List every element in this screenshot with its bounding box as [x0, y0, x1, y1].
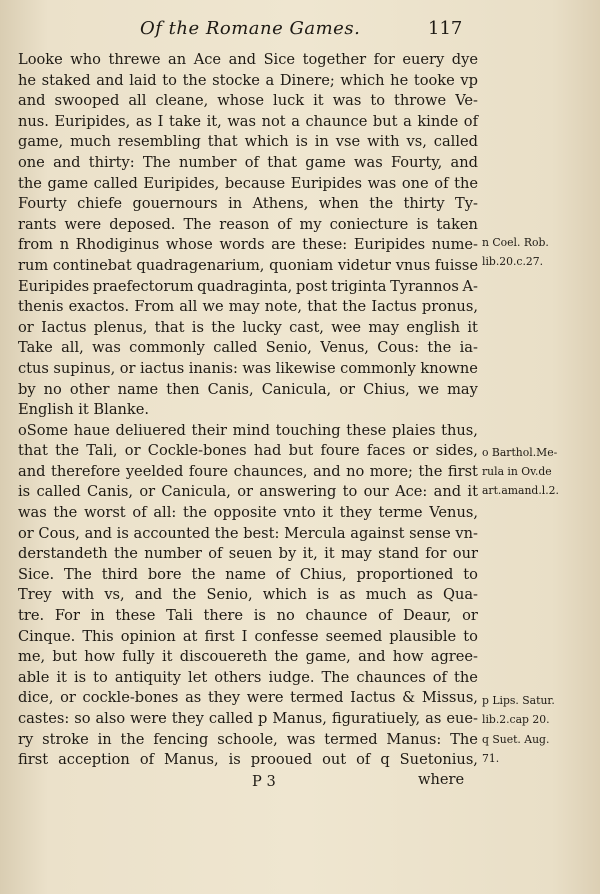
text-line: me, but how fully it discouereth the game, and how agree- [18, 648, 478, 666]
text-line: and therefore yeelded foure chaunces, and no more; the first [18, 462, 478, 480]
text-line: Take all, was commonly called Senio, Venus, Cous: the ia- [18, 339, 478, 357]
margin-note: q Suet. Aug. [482, 733, 550, 746]
text-line: Cinque. This opinion at first I confesse seemed plausible to [18, 627, 478, 645]
text-line: first acception of Manus, is prooued out of q Suetonius, [18, 751, 478, 769]
text-line: was the worst of all: the opposite vnto it they terme Venus, [18, 504, 478, 522]
catchword: where [418, 771, 465, 788]
running-title: Of the Romane Games. [140, 18, 361, 39]
text-line: oSome haue deliuered their mind touching these plaies thus, [18, 421, 478, 439]
margin-note: art.amand.l.2. [482, 484, 559, 497]
text-line: Sice. The third bore the name of Chius, proportioned to [18, 565, 478, 583]
margin-note: o Barthol.Me- [482, 446, 558, 459]
text-line: castes: so also were they called p Manus, figuratiuely, as eue- [18, 710, 478, 727]
text-line: Euripides praefectorum quadraginta, post triginta Tyrannos A- [18, 277, 478, 295]
body-text [18, 50, 478, 771]
text-line: or Iactus plenus, that is the lucky cast, wee may english it [18, 318, 478, 336]
text-line: dice, or cockle-bones as they were termed Iactus & Missus, [18, 689, 478, 707]
text-line: tre. For in these Tali there is no chaunce of Deaur, or [18, 607, 478, 625]
text-line: nus. Euripides, as I take it, was not a chaunce but a kinde of [18, 112, 478, 130]
page-number: 117 [428, 18, 463, 39]
text-line: or Cous, and is accounted the best: Mercula against sense vn- [18, 524, 478, 542]
text-line: able it is to antiquity let others iudge. The chaunces of the [18, 668, 478, 686]
text-line: rants were deposed. The reason of my coniecture is taken [18, 215, 478, 233]
text-line: is called Canis, or Canicula, or answering to our Ace: and it [18, 483, 478, 501]
text-line: he staked and laid to the stocke a Dinere; which he tooke vp [18, 71, 478, 89]
margin-note: n Coel. Rob. [482, 236, 549, 249]
margin-note: p Lips. Satur. [482, 694, 555, 707]
text-line: ry stroke in the fencing schoole, was termed Manus: The [18, 730, 478, 748]
text-line: and swooped all cleane, whose luck it was to throwe Ve- [18, 92, 478, 110]
signature-mark: P 3 [252, 773, 276, 790]
text-line: game, much resembling that which is in vse with vs, called [18, 133, 478, 151]
text-line: English it Blanke. [18, 401, 150, 419]
text-line: rum continebat quadragenarium, quoniam videtur vnus fuisse [18, 256, 478, 274]
text-line: Looke who threwe an Ace and Sice together for euery dye [18, 51, 478, 68]
text-line: from n Rhodiginus whose words are these: Euripides nume- [18, 236, 478, 254]
text-line: the game called Euripides, because Euripides was one of the [18, 174, 478, 192]
text-line: by no other name then Canis, Canicula, or Chius, we may [18, 380, 478, 398]
text-line: one and thirty: The number of that game was Fourty, and [18, 153, 478, 171]
margin-note: lib.20.c.27. [482, 255, 544, 268]
text-line: ctus supinus, or iactus inanis: was likewise commonly knowne [18, 359, 478, 377]
text-line: that the Tali, or Cockle-bones had but foure faces or sides, [18, 442, 478, 460]
text-line: thenis exactos. From all we may note, that the Iactus pronus, [18, 298, 478, 316]
text-line: Trey with vs, and the Senio, which is as much as Qua- [18, 586, 478, 604]
text-line: derstandeth the number of seuen by it, it may stand for our [18, 545, 478, 563]
margin-note: rula in Ov.de [482, 465, 552, 478]
margin-note: lib.2.cap 20. [482, 713, 550, 726]
text-line: Fourty chiefe gouernours in Athens, when the thirty Ty- [18, 195, 478, 213]
margin-note: 71. [482, 752, 500, 765]
